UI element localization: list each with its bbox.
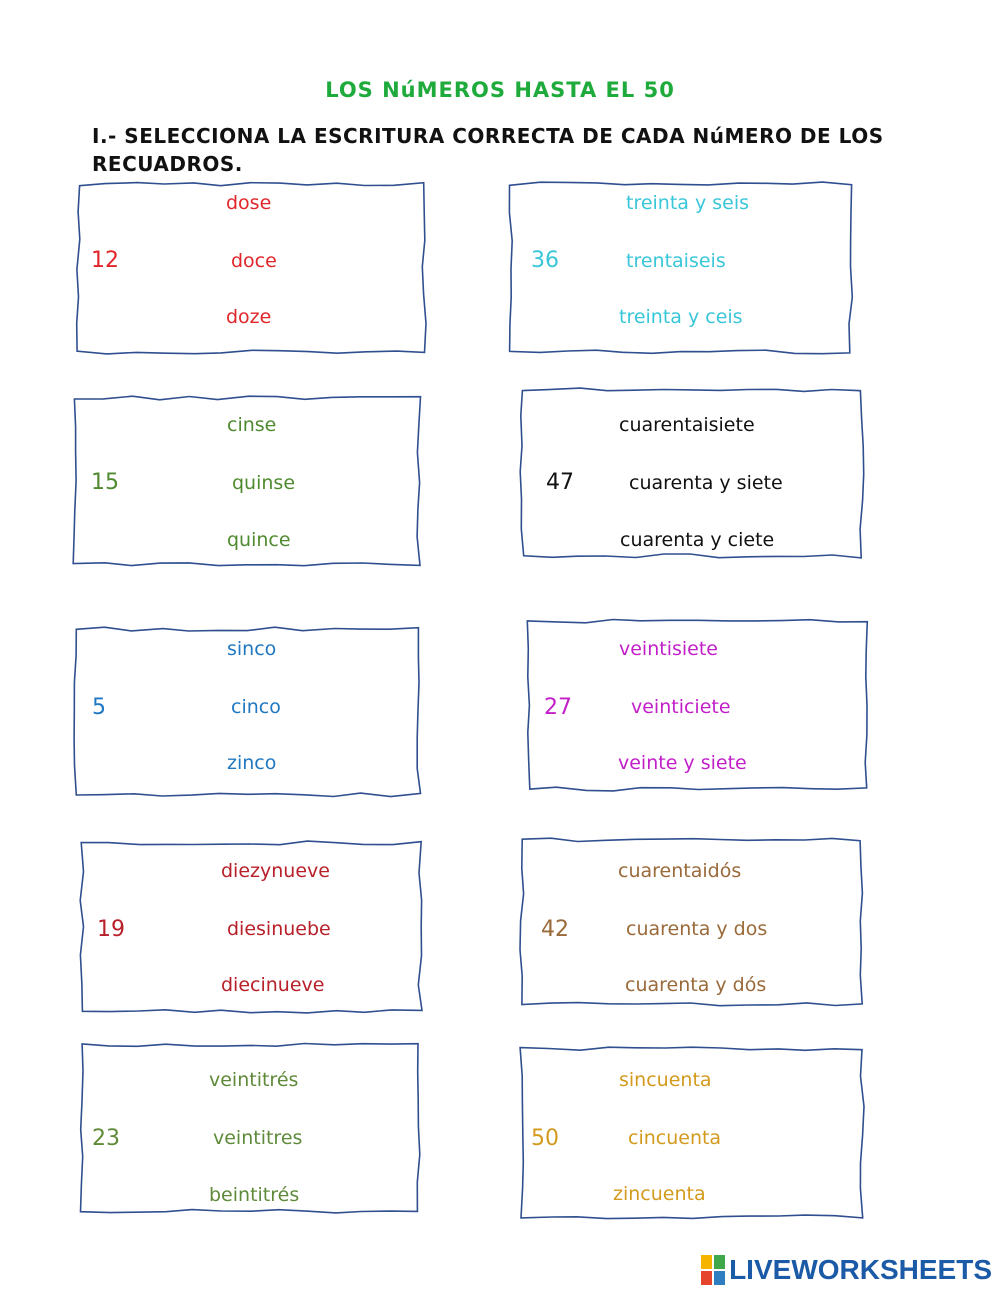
- spelling-option[interactable]: veintisiete: [619, 638, 718, 660]
- spelling-option[interactable]: diecinueve: [221, 974, 325, 996]
- number-box-23: [81, 1045, 419, 1211]
- target-number: 12: [91, 248, 119, 273]
- spelling-option[interactable]: quinse: [232, 472, 296, 494]
- spelling-option[interactable]: veinte y siete: [618, 752, 747, 774]
- worksheet-title: LOS NúMEROS HASTA EL 50: [325, 78, 675, 102]
- number-box-12: [78, 184, 424, 352]
- spelling-option[interactable]: sinco: [227, 638, 277, 660]
- spelling-option[interactable]: veintitres: [213, 1127, 303, 1149]
- number-box-42: [522, 840, 862, 1004]
- spelling-option[interactable]: cuarentaisiete: [619, 414, 755, 436]
- liveworksheets-logo: [701, 1252, 992, 1288]
- spelling-option[interactable]: trentaiseis: [626, 250, 726, 272]
- spelling-option[interactable]: treinta y ceis: [619, 306, 743, 328]
- spelling-option[interactable]: cinse: [227, 414, 277, 436]
- spelling-option[interactable]: sincuenta: [619, 1069, 712, 1091]
- spelling-option[interactable]: cincuenta: [628, 1127, 722, 1149]
- spelling-option[interactable]: quince: [227, 529, 291, 551]
- number-box-36: [511, 184, 851, 352]
- target-number: 15: [91, 470, 119, 495]
- spelling-option[interactable]: cuarentaidós: [618, 860, 742, 882]
- spelling-option[interactable]: doce: [231, 250, 277, 272]
- target-number: 5: [92, 695, 106, 720]
- spelling-option[interactable]: veintitrés: [209, 1069, 299, 1091]
- spelling-option[interactable]: beintitrés: [209, 1184, 300, 1206]
- number-box-47: [522, 390, 862, 556]
- spelling-option[interactable]: cuarenta y dos: [626, 918, 768, 940]
- number-box-19: [82, 843, 420, 1011]
- number-box-5: [75, 629, 419, 795]
- target-number: 42: [541, 917, 569, 942]
- spelling-option[interactable]: zincuenta: [613, 1183, 706, 1205]
- spelling-option[interactable]: cinco: [231, 696, 281, 718]
- liveworksheets-mark-icon: [701, 1255, 725, 1285]
- instruction-text: I.- SELECCIONA LA ESCRITURA CORRECTA DE CADA NúMERO DE LOS RECUADROS.: [92, 124, 884, 176]
- spelling-option[interactable]: dose: [226, 192, 272, 214]
- number-box-50: [522, 1049, 862, 1217]
- target-number: 19: [97, 917, 125, 942]
- spelling-option[interactable]: cuarenta y dós: [625, 974, 767, 996]
- spelling-option[interactable]: doze: [226, 306, 272, 328]
- spelling-option[interactable]: zinco: [227, 752, 277, 774]
- spelling-option[interactable]: diezynueve: [221, 860, 330, 882]
- spelling-option[interactable]: cuarenta y ciete: [620, 529, 775, 551]
- target-number: 23: [92, 1126, 120, 1151]
- target-number: 36: [531, 248, 559, 273]
- number-box-27: [529, 621, 867, 789]
- spelling-option[interactable]: cuarenta y siete: [629, 472, 783, 494]
- number-box-15: [75, 398, 419, 564]
- target-number: 27: [544, 695, 572, 720]
- spelling-option[interactable]: veinticiete: [631, 696, 731, 718]
- logo-text: LIVEWORKSHEETS: [729, 1254, 992, 1285]
- spelling-option[interactable]: diesinuebe: [227, 918, 331, 940]
- target-number: 47: [546, 470, 574, 495]
- spelling-option[interactable]: treinta y seis: [626, 192, 750, 214]
- target-number: 50: [531, 1126, 559, 1151]
